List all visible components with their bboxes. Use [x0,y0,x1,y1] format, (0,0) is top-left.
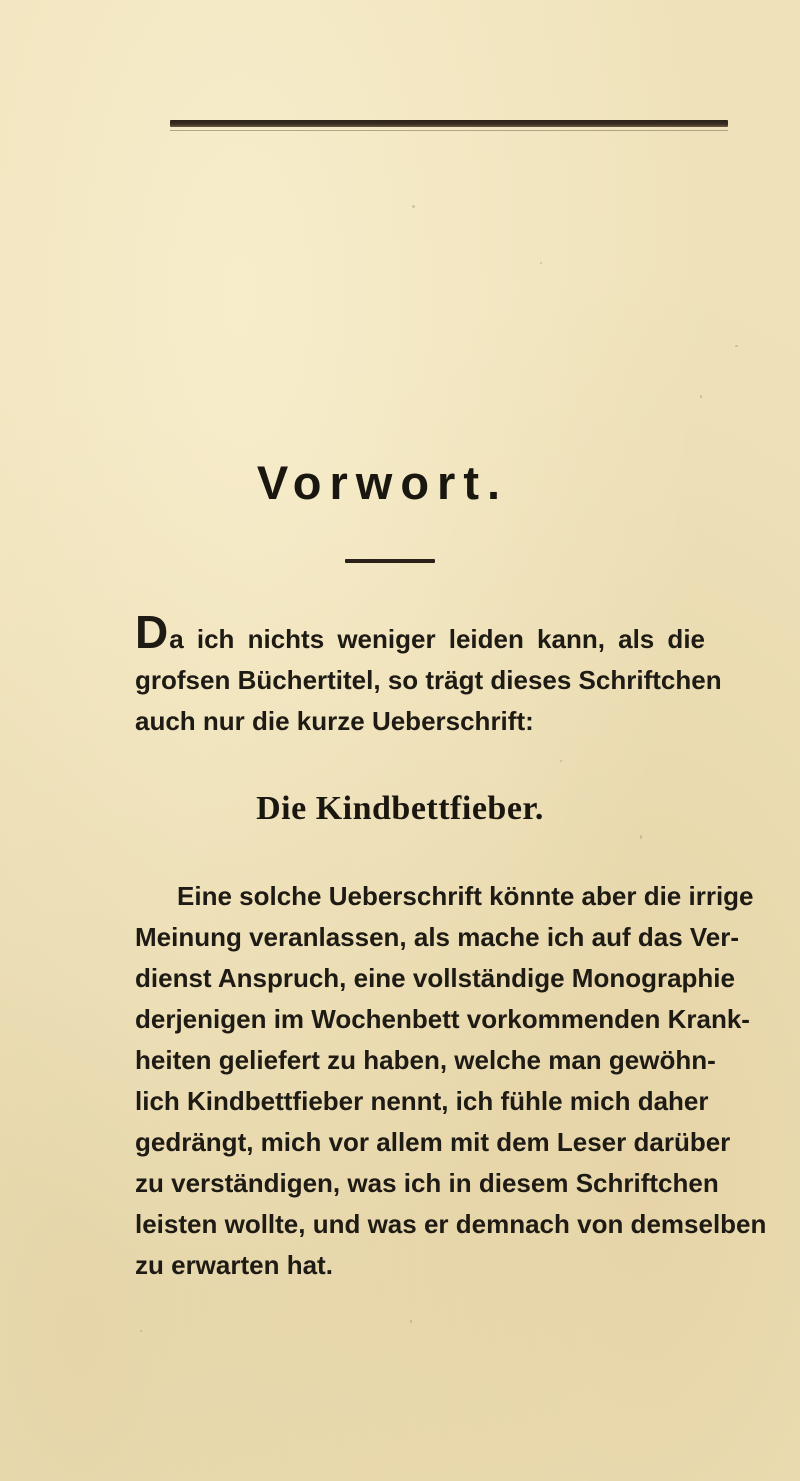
subheading: Die Kindbettfieber. [256,790,544,827]
paper-speck [412,205,415,208]
paper-speck [640,835,642,839]
text-line: zu verständigen, was ich in diesem Schriftchen [135,1168,719,1198]
text-line: Eine solche Ueberschrift könnte aber die irrige [177,881,754,911]
text-line-content: a ich nichts weniger leiden kann, als die [169,624,705,654]
text-line: grofsen Büchertitel, so trägt dieses Schriftchen [135,665,722,695]
text-line: gedrängt, mich vor allem mit dem Leser darüber [135,1127,731,1157]
text-line: derjenigen im Wochenbett vorkommenden Krank- [135,1004,750,1034]
paper-speck [140,1330,142,1332]
paragraph-main [135,876,767,1286]
title-divider-rule [345,559,435,563]
paper-speck [410,1320,412,1323]
drop-cap: D [135,606,169,658]
text-line [135,606,705,660]
top-rule-ornament [170,120,728,127]
paragraph-intro [135,606,722,742]
text-line: Meinung veranlassen, als mache ich auf das Ver- [135,922,740,952]
page-title: Vorwort. [256,456,509,509]
text-line: heiten geliefert zu haben, welche man gewöhn- [135,1045,716,1075]
text-line: lich Kindbettfieber nennt, ich fühle mich daher [135,1086,709,1116]
paper-speck [540,262,542,264]
text-line: zu erwarten hat. [135,1250,333,1280]
top-rule-thin-line [170,130,728,131]
text-line: auch nur die kurze Ueberschrift: [135,706,534,736]
text-line: leisten wollte, und was er demnach von demselben [135,1209,767,1239]
paper-speck [700,395,702,398]
paper-speck [735,345,738,347]
paper-speck [560,760,562,762]
text-line: dienst Anspruch, eine vollständige Monographie [135,963,735,993]
